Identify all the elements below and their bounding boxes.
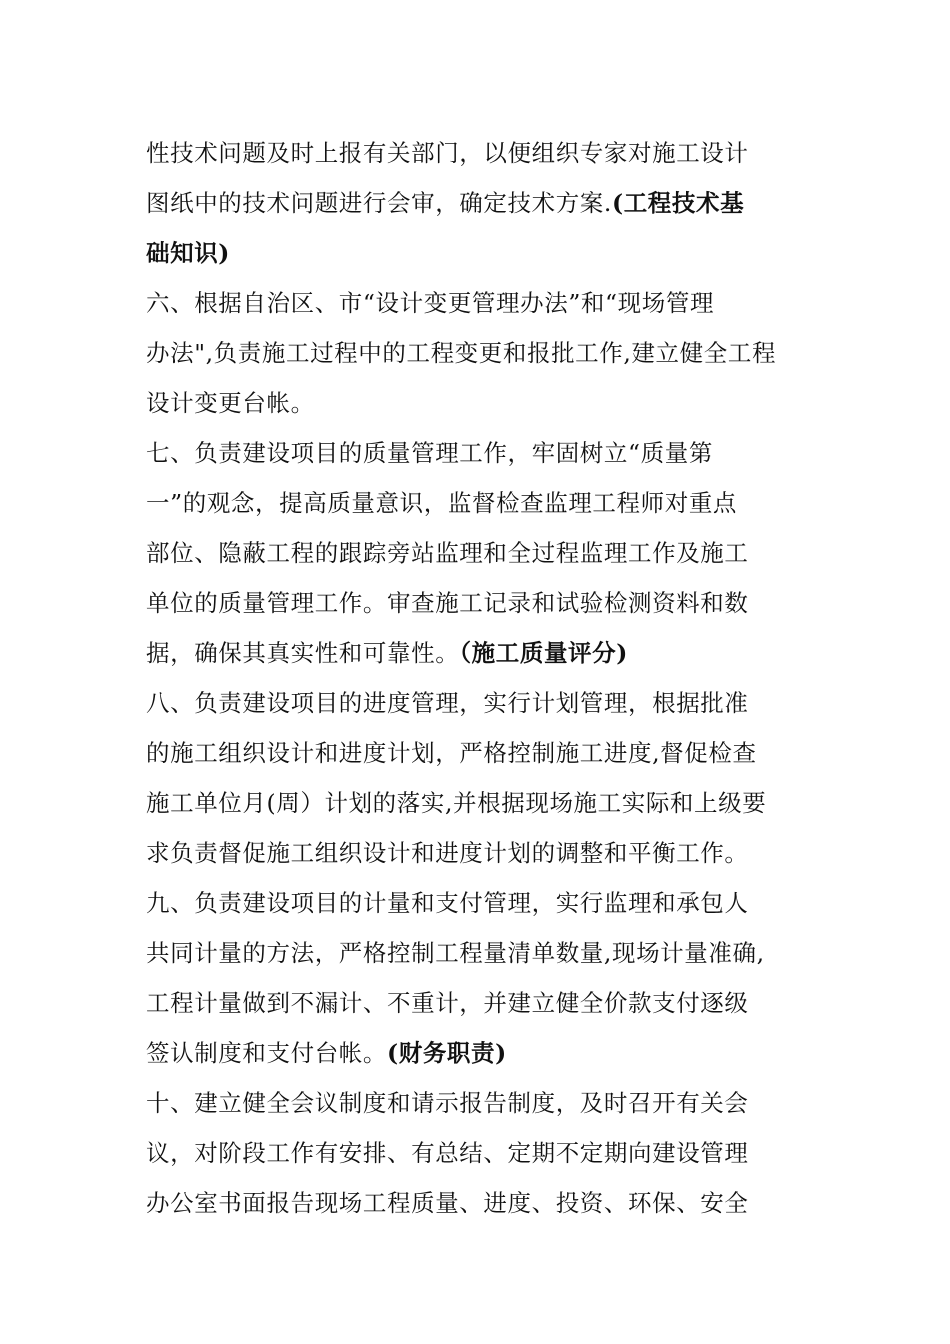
line-text: 施工单位月(周）计划的落实,并根据现场施工实际和上级要 xyxy=(146,789,767,817)
text-line xyxy=(146,878,810,928)
text-line xyxy=(146,1028,810,1078)
line-text: 求负责督促施工组织设计和进度计划的调整和平衡工作。 xyxy=(146,839,749,867)
text-line xyxy=(146,1128,810,1178)
text-line xyxy=(146,228,810,278)
line-text: 共同计量的方法，严格控制工程量清单数量,现场计量准确, xyxy=(146,939,765,967)
line-text: 八、负责建设项目的进度管理，实行计划管理，根据批准 xyxy=(146,689,749,717)
text-line xyxy=(146,1078,810,1128)
text-line xyxy=(146,1178,810,1228)
line-text: 的施工组织设计和进度计划，严格控制施工进度,督促检查 xyxy=(146,739,757,767)
line-bold-text: （施工质量评分) xyxy=(459,639,628,667)
line-text: 图纸中的技术问题进行会审，确定技术方案. xyxy=(146,189,612,217)
line-text: 办法",负责施工过程中的工程变更和报批工作,建立健全工程 xyxy=(146,339,777,367)
line-text: 工程计量做到不漏计、不重计，并建立健全价款支付逐级 xyxy=(146,989,749,1017)
text-line xyxy=(146,628,810,678)
text-line xyxy=(146,128,810,178)
text-line xyxy=(146,978,810,1028)
line-text: 一”的观念，提高质量意识，监督检查监理工程师对重点 xyxy=(146,489,738,517)
line-text: 性技术问题及时上报有关部门，以便组织专家对施工设计 xyxy=(146,139,749,167)
text-line xyxy=(146,278,810,328)
text-line xyxy=(146,578,810,628)
line-text: 单位的质量管理工作。审查施工记录和试验检测资料和数 xyxy=(146,589,749,617)
line-text: 办公室书面报告现场工程质量、进度、投资、环保、安全 xyxy=(146,1189,749,1217)
line-bold-text: (财务职责) xyxy=(387,1039,507,1067)
text-line xyxy=(146,928,810,978)
text-line xyxy=(146,528,810,578)
line-bold-text: 础知识) xyxy=(146,239,231,267)
line-text: 十、建立健全会议制度和请示报告制度，及时召开有关会 xyxy=(146,1089,749,1117)
line-text: 设计变更台帐。 xyxy=(146,389,315,417)
text-line xyxy=(146,728,810,778)
line-text: 七、负责建设项目的质量管理工作，牢固树立“质量第 xyxy=(146,439,713,467)
line-text: 部位、隐蔽工程的跟踪旁站监理和全过程监理工作及施工 xyxy=(146,539,749,567)
text-line xyxy=(146,828,810,878)
text-line xyxy=(146,178,810,228)
text-line xyxy=(146,778,810,828)
line-text: 六、根据自治区、市“设计变更管理办法”和“现场管理 xyxy=(146,289,715,317)
line-text: 九、负责建设项目的计量和支付管理，实行监理和承包人 xyxy=(146,889,749,917)
text-line xyxy=(146,378,810,428)
line-text: 据，确保其真实性和可靠性。 xyxy=(146,639,460,667)
line-bold-text: (工程技术基 xyxy=(611,189,745,217)
document-body xyxy=(146,128,810,1228)
text-line xyxy=(146,328,810,378)
text-line xyxy=(146,678,810,728)
line-text: 议，对阶段工作有安排、有总结、定期不定期向建设管理 xyxy=(146,1139,749,1167)
text-line xyxy=(146,428,810,478)
text-line xyxy=(146,478,810,528)
line-text: 签认制度和支付台帐。 xyxy=(146,1039,387,1067)
